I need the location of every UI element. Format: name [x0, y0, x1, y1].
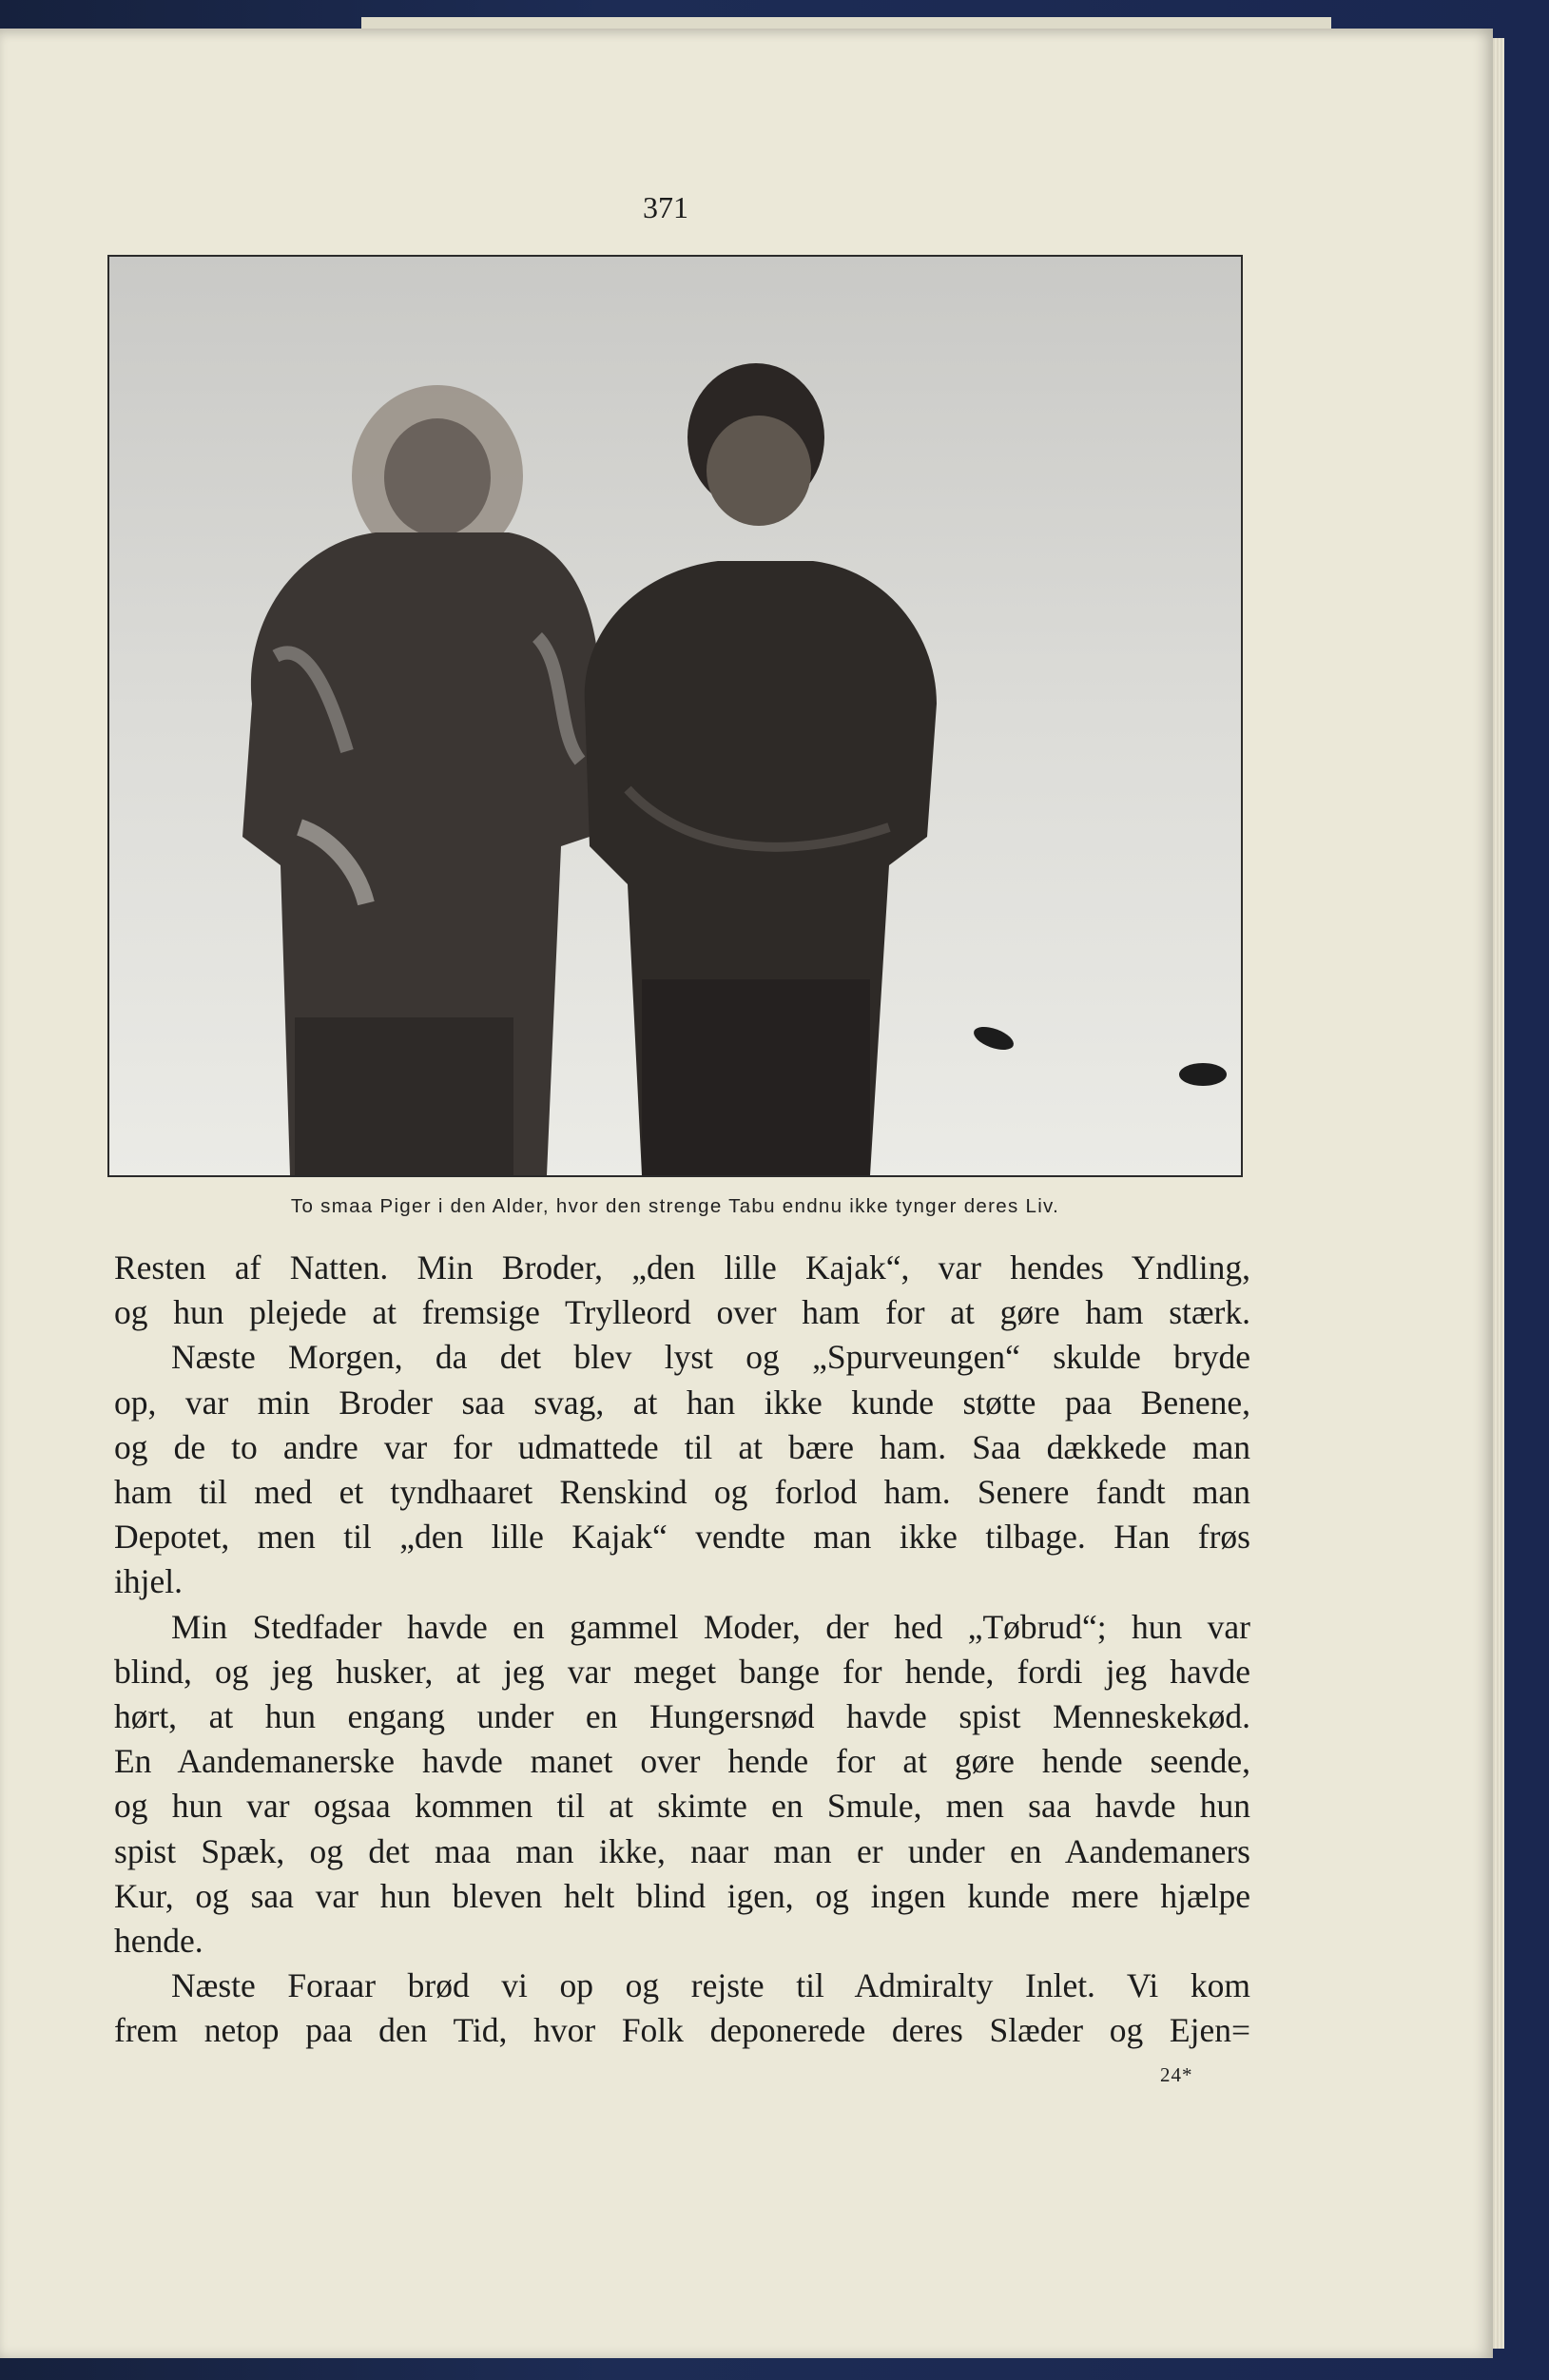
text-line: blind, og jeg husker, at jeg var meget bange for hende, fordi jeg havde [114, 1652, 1250, 1691]
figure-caption: To smaa Piger i den Alder, hvor den strenge Tabu endnu ikke tynger deres Liv. [290, 1195, 1060, 1217]
text-line: Næste Morgen, da det blev lyst og „Spurveungen“ skulde bryde [171, 1338, 1250, 1377]
text-line: og hun plejede at fremsige Trylleord over ham for at gøre ham stærk. [114, 1293, 1250, 1332]
text-line: Næste Foraar brød vi op og rejste til Admiralty Inlet. Vi kom [171, 1966, 1250, 2005]
text-line: En Aandemanerske havde manet over hende for at gøre hende seende, [114, 1742, 1250, 1781]
body-text [114, 1246, 1250, 2054]
text-line: hørt, at hun engang under en Hungersnød havde spist Menneskekød. [114, 1697, 1250, 1736]
photograph [107, 255, 1243, 1177]
text-line: Min Stedfader havde en gammel Moder, der hed „Tøbrud“; hun var [171, 1607, 1250, 1646]
photo-two-girls-in-fur-parkas [109, 257, 1241, 1175]
text-line: og hun var ogsaa kommen til at skimte en Smule, men saa havde hun [114, 1787, 1250, 1826]
text-line: Depotet, men til „den lille Kajak“ vendte man ikke tilbage. Han frøs [114, 1518, 1250, 1557]
text-line: op, var min Broder saa svag, at han ikke kunde støtte paa Benene, [114, 1383, 1250, 1422]
text-line: Kur, og saa var hun bleven helt blind igen, og ingen kunde mere hjælpe [114, 1876, 1250, 1915]
text-line: ham til med et tyndhaaret Renskind og forlod ham. Senere fandt man [114, 1473, 1250, 1512]
text-line: Resten af Natten. Min Broder, „den lille Kajak“, var hendes Yndling, [114, 1248, 1250, 1287]
text-line: ihjel. [114, 1562, 183, 1601]
text-line: hende. [114, 1922, 203, 1961]
printer-signature: 24* [1160, 2063, 1193, 2086]
text-line: og de to andre var for udmattede til at bære ham. Saa dækkede man [114, 1427, 1250, 1466]
text-line: spist Spæk, og det maa man ikke, naar man er under en Aandemaners [114, 1831, 1250, 1870]
page-number: 371 [643, 190, 688, 224]
text-line: frem netop paa den Tid, hvor Folk deponerede deres Slæder og Ejen= [114, 2011, 1250, 2050]
